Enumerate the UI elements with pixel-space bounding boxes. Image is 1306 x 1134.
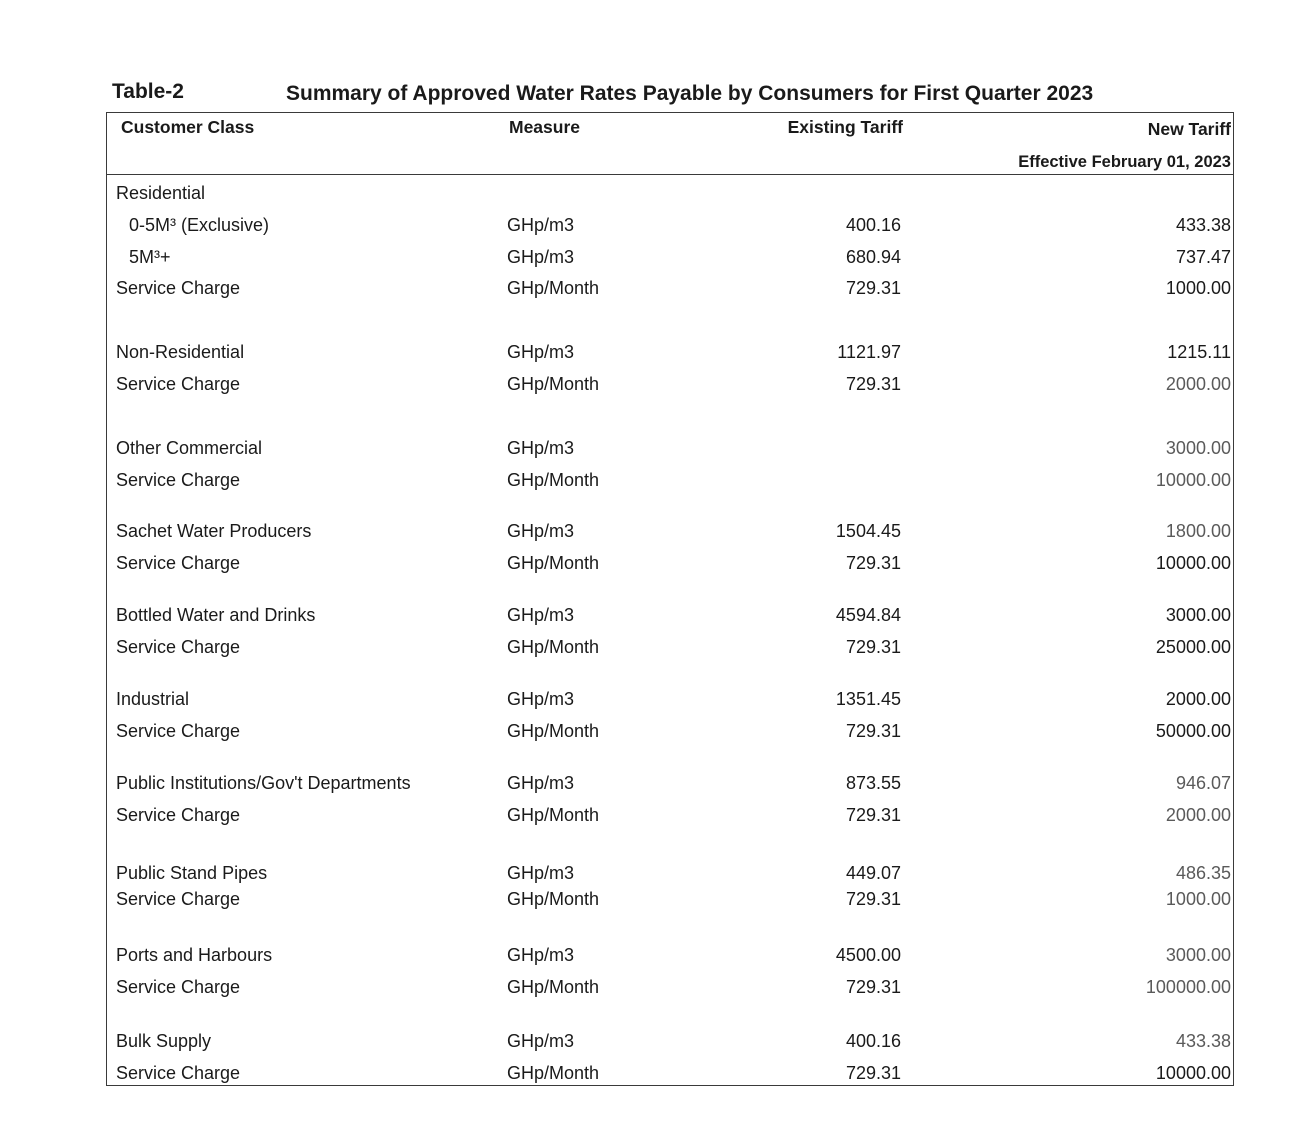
- cell-existing-tariff: 729.31: [845, 278, 901, 298]
- cell-customer-class: Residential: [116, 183, 206, 203]
- cell-new-tariff: 1800.00: [1165, 521, 1231, 541]
- table-row: [107, 438, 1233, 466]
- cell-customer-class: Sachet Water Producers: [116, 521, 312, 541]
- table-header: [107, 113, 1233, 175]
- cell-measure: GHp/Month: [507, 977, 600, 997]
- cell-existing-tariff: 729.31: [845, 374, 901, 394]
- cell-existing-tariff: 1351.45: [835, 689, 901, 709]
- cell-customer-class: Service Charge: [116, 805, 241, 825]
- cell-customer-class: Service Charge: [116, 553, 241, 573]
- cell-new-tariff: 486.35: [1175, 863, 1231, 883]
- table-title: Summary of Approved Water Rates Payable by Consumers for First Quarter 2023: [286, 82, 1094, 105]
- cell-new-tariff: 2000.00: [1165, 374, 1231, 394]
- table-row: [107, 805, 1233, 833]
- cell-measure: GHp/Month: [507, 1063, 600, 1083]
- cell-existing-tariff: 729.31: [845, 721, 901, 741]
- cell-measure: GHp/m3: [507, 247, 575, 267]
- cell-new-tariff: 946.07: [1175, 773, 1231, 793]
- table-row: [107, 470, 1233, 498]
- cell-new-tariff: 3000.00: [1165, 605, 1231, 625]
- table-row: [107, 1031, 1233, 1059]
- cell-measure: GHp/Month: [507, 278, 600, 298]
- cell-measure: GHp/m3: [507, 689, 575, 709]
- table-row: [107, 945, 1233, 973]
- header-customer-class: Customer Class: [121, 117, 255, 137]
- header-new-tariff: New Tariff: [1147, 119, 1231, 139]
- cell-measure: GHp/Month: [507, 374, 600, 394]
- table-row: [107, 863, 1233, 891]
- table-row: [107, 278, 1233, 306]
- cell-existing-tariff: 729.31: [845, 637, 901, 657]
- cell-measure: GHp/Month: [507, 470, 600, 490]
- cell-measure: GHp/Month: [507, 721, 600, 741]
- cell-measure: GHp/Month: [507, 637, 600, 657]
- cell-new-tariff: 100000.00: [1145, 977, 1231, 997]
- table-row: [107, 721, 1233, 749]
- cell-new-tariff: 2000.00: [1165, 689, 1231, 709]
- cell-customer-class: Industrial: [116, 689, 190, 709]
- cell-measure: GHp/m3: [507, 773, 575, 793]
- cell-measure: GHp/m3: [507, 521, 575, 541]
- cell-customer-class: Bulk Supply: [116, 1031, 212, 1051]
- cell-customer-class: Service Charge: [116, 977, 241, 997]
- cell-measure: GHp/m3: [507, 863, 575, 883]
- cell-existing-tariff: 4594.84: [835, 605, 901, 625]
- table-row: [107, 977, 1233, 1005]
- cell-customer-class: Service Charge: [116, 374, 241, 394]
- cell-customer-class: Other Commercial: [116, 438, 263, 458]
- cell-existing-tariff: 729.31: [845, 553, 901, 573]
- header-measure: Measure: [509, 117, 581, 137]
- cell-existing-tariff: 729.31: [845, 1063, 901, 1083]
- cell-customer-class: 0-5M³ (Exclusive): [129, 215, 270, 235]
- cell-measure: GHp/m3: [507, 342, 575, 362]
- header-existing-tariff: Existing Tariff: [787, 117, 903, 137]
- table-row: [107, 889, 1233, 917]
- cell-customer-class: Service Charge: [116, 278, 241, 298]
- cell-customer-class: 5M³+: [129, 247, 171, 267]
- cell-new-tariff: 1000.00: [1165, 889, 1231, 909]
- cell-measure: GHp/m3: [507, 215, 575, 235]
- cell-customer-class: Service Charge: [116, 1063, 241, 1083]
- cell-measure: GHp/m3: [507, 945, 575, 965]
- header-effective-date: Effective February 01, 2023: [1018, 153, 1231, 171]
- cell-new-tariff: 50000.00: [1155, 721, 1231, 741]
- cell-measure: GHp/m3: [507, 1031, 575, 1051]
- cell-existing-tariff: 1121.97: [837, 342, 901, 362]
- cell-existing-tariff: 729.31: [845, 805, 901, 825]
- cell-customer-class: Bottled Water and Drinks: [116, 605, 316, 625]
- cell-measure: GHp/Month: [507, 889, 600, 909]
- cell-existing-tariff: 680.94: [845, 247, 901, 267]
- table-row: [107, 1063, 1233, 1091]
- cell-measure: GHp/m3: [507, 438, 575, 458]
- cell-measure: GHp/Month: [507, 553, 600, 573]
- cell-new-tariff: 433.38: [1175, 215, 1231, 235]
- table-row: [107, 374, 1233, 402]
- cell-existing-tariff: 400.16: [845, 215, 901, 235]
- cell-new-tariff: 10000.00: [1155, 1063, 1231, 1083]
- cell-existing-tariff: 729.31: [845, 977, 901, 997]
- table-row: [107, 247, 1233, 275]
- table-row: [107, 183, 1233, 211]
- table-row: [107, 215, 1233, 243]
- cell-customer-class: Ports and Harbours: [116, 945, 273, 965]
- table-row: [107, 773, 1233, 801]
- cell-customer-class: Public Stand Pipes: [116, 863, 268, 883]
- cell-new-tariff: 3000.00: [1165, 945, 1231, 965]
- table-row: [107, 342, 1233, 370]
- cell-new-tariff: 737.47: [1175, 247, 1231, 267]
- table-row: [107, 521, 1233, 549]
- cell-existing-tariff: 1504.45: [835, 521, 901, 541]
- cell-customer-class: Service Charge: [116, 637, 241, 657]
- cell-existing-tariff: 873.55: [845, 773, 901, 793]
- cell-existing-tariff: 400.16: [845, 1031, 901, 1051]
- table-row: [107, 553, 1233, 581]
- cell-customer-class: Service Charge: [116, 721, 241, 741]
- cell-new-tariff: 433.38: [1175, 1031, 1231, 1051]
- cell-existing-tariff: 4500.00: [835, 945, 901, 965]
- cell-customer-class: Public Institutions/Gov't Departments: [116, 773, 411, 793]
- cell-new-tariff: 2000.00: [1165, 805, 1231, 825]
- cell-new-tariff: 10000.00: [1155, 470, 1231, 490]
- cell-new-tariff: 25000.00: [1155, 637, 1231, 657]
- cell-measure: GHp/m3: [507, 605, 575, 625]
- cell-new-tariff: 1215.11: [1167, 342, 1231, 362]
- cell-customer-class: Service Charge: [116, 889, 241, 909]
- cell-existing-tariff: 729.31: [845, 889, 901, 909]
- table-row: [107, 605, 1233, 633]
- table-label: Table-2: [112, 80, 184, 103]
- cell-customer-class: Service Charge: [116, 470, 241, 490]
- water-rates-table: [106, 112, 1234, 1086]
- cell-customer-class: Non-Residential: [116, 342, 245, 362]
- table-row: [107, 689, 1233, 717]
- cell-new-tariff: 3000.00: [1165, 438, 1231, 458]
- cell-measure: GHp/Month: [507, 805, 600, 825]
- cell-existing-tariff: 449.07: [845, 863, 901, 883]
- cell-new-tariff: 10000.00: [1155, 553, 1231, 573]
- table-row: [107, 637, 1233, 665]
- table-caption: [112, 80, 1236, 110]
- cell-new-tariff: 1000.00: [1165, 278, 1231, 298]
